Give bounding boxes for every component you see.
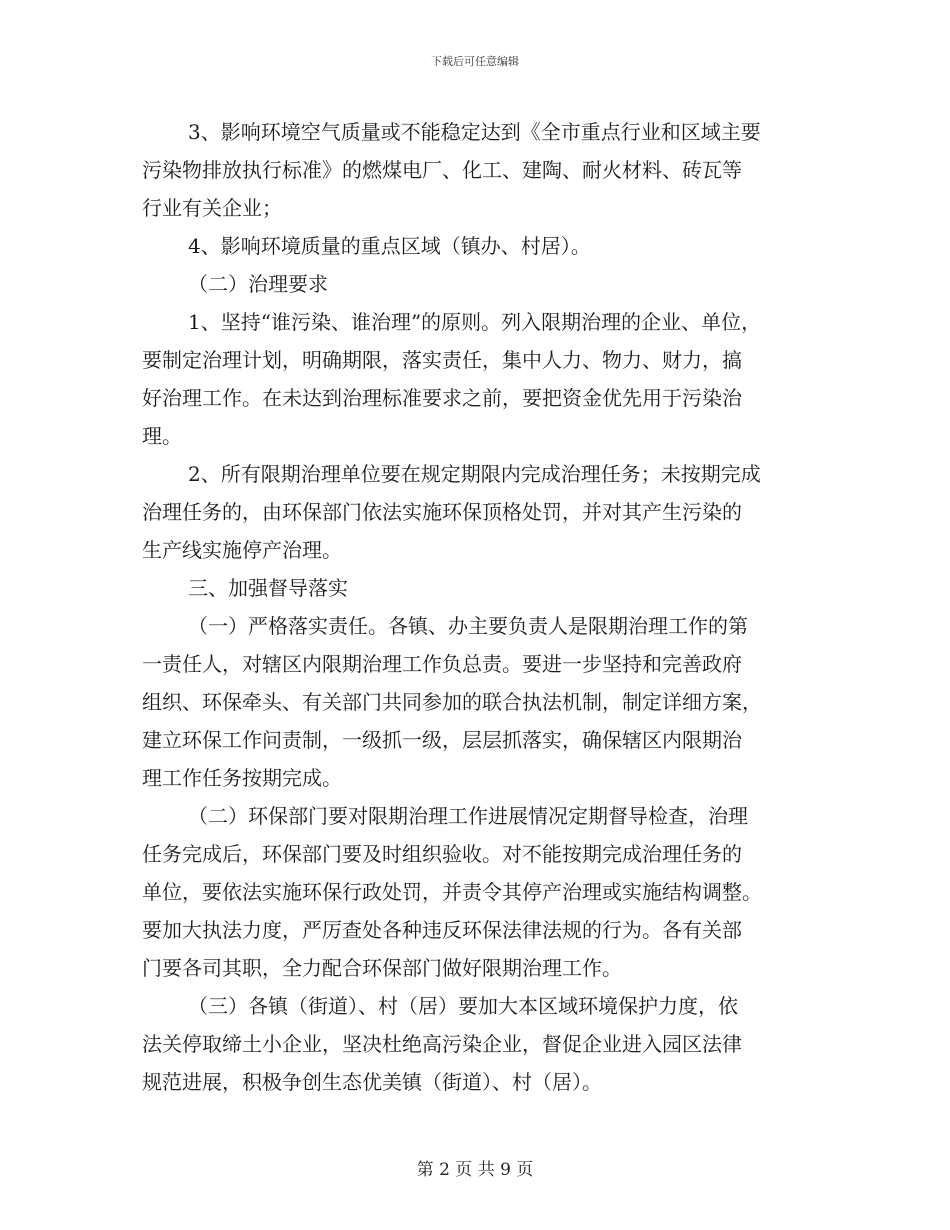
text-line: （二）环保部门要对限期治理工作进展情况定期督导检查，治理 xyxy=(188,804,748,828)
paragraph xyxy=(142,797,832,987)
text-line: 4、影响环境质量的重点区域（镇办、村居）。 xyxy=(188,234,591,258)
paragraph xyxy=(142,303,832,455)
text-line: 三、加强督导落实 xyxy=(188,576,348,600)
text-line: 要加大执法力度，严厉查处各种违反环保法律法规的行为。各有关部 xyxy=(142,918,742,942)
paragraph xyxy=(142,227,832,265)
text-line: 1、坚持“谁污染、谁治理”的原则。列入限期治理的企业、单位， xyxy=(188,310,762,334)
paragraph xyxy=(142,607,832,797)
text-line: 理。 xyxy=(142,424,182,448)
paragraph xyxy=(142,987,832,1101)
text-line: 一责任人，对辖区内限期治理工作负总责。要进一步坚持和完善政府 xyxy=(142,652,742,676)
paragraph xyxy=(142,113,832,227)
page-number: 第 2 页 共 9 页 xyxy=(416,1160,534,1180)
text-line: 规范进展，积极争创生态优美镇（街道）、村（居）。 xyxy=(142,1070,602,1094)
text-line: 2、所有限期治理单位要在规定期限内完成治理任务；未按期完成 xyxy=(188,462,761,486)
text-line: 生产线实施停产治理。 xyxy=(142,538,342,562)
text-line: 理工作任务按期完成。 xyxy=(142,766,342,790)
text-line: 治理任务的，由环保部门依法实施环保顶格处罚，并对其产生污染的 xyxy=(142,500,742,524)
text-line: （一）严格落实责任。各镇、办主要负责人是限期治理工作的第 xyxy=(188,614,748,638)
text-line: 任务完成后，环保部门要及时组织验收。对不能按期完成治理任务的 xyxy=(142,842,742,866)
text-line: 污染物排放执行标准》的燃煤电厂、化工、建陶、耐火材料、砖瓦等 xyxy=(142,158,742,182)
text-line: 单位，要依法实施环保行政处罚，并责令其停产治理或实施结构调整。 xyxy=(142,880,762,904)
text-line: 建立环保工作问责制，一级抓一级，层层抓落实，确保辖区内限期治 xyxy=(142,728,742,752)
text-line: 法关停取缔土小企业，坚决杜绝高污染企业，督促企业进入园区法律 xyxy=(142,1032,742,1056)
text-line: 门要各司其职，全力配合环保部门做好限期治理工作。 xyxy=(142,956,622,980)
page-header: 下载后可任意编辑 xyxy=(431,55,519,68)
text-line: 组织、环保牵头、有关部门共同参加的联合执法机制，制定详细方案， xyxy=(142,690,762,714)
text-line: 要制定治理计划，明确期限，落实责任，集中人力、物力、财力，搞 xyxy=(142,348,742,372)
paragraph xyxy=(142,455,832,569)
paragraph xyxy=(142,569,832,607)
text-line: 好治理工作。在未达到治理标准要求之前，要把资金优先用于污染治 xyxy=(142,386,742,410)
text-line: （三）各镇（街道）、村（居）要加大本区域环境保护力度，依 xyxy=(188,994,738,1018)
document-body xyxy=(142,113,832,1101)
text-line: （二）治理要求 xyxy=(188,272,328,296)
paragraph xyxy=(142,265,832,303)
text-line: 行业有关企业； xyxy=(142,196,282,220)
text-line: 3、影响环境空气质量或不能稳定达到《全市重点行业和区域主要 xyxy=(188,120,761,144)
